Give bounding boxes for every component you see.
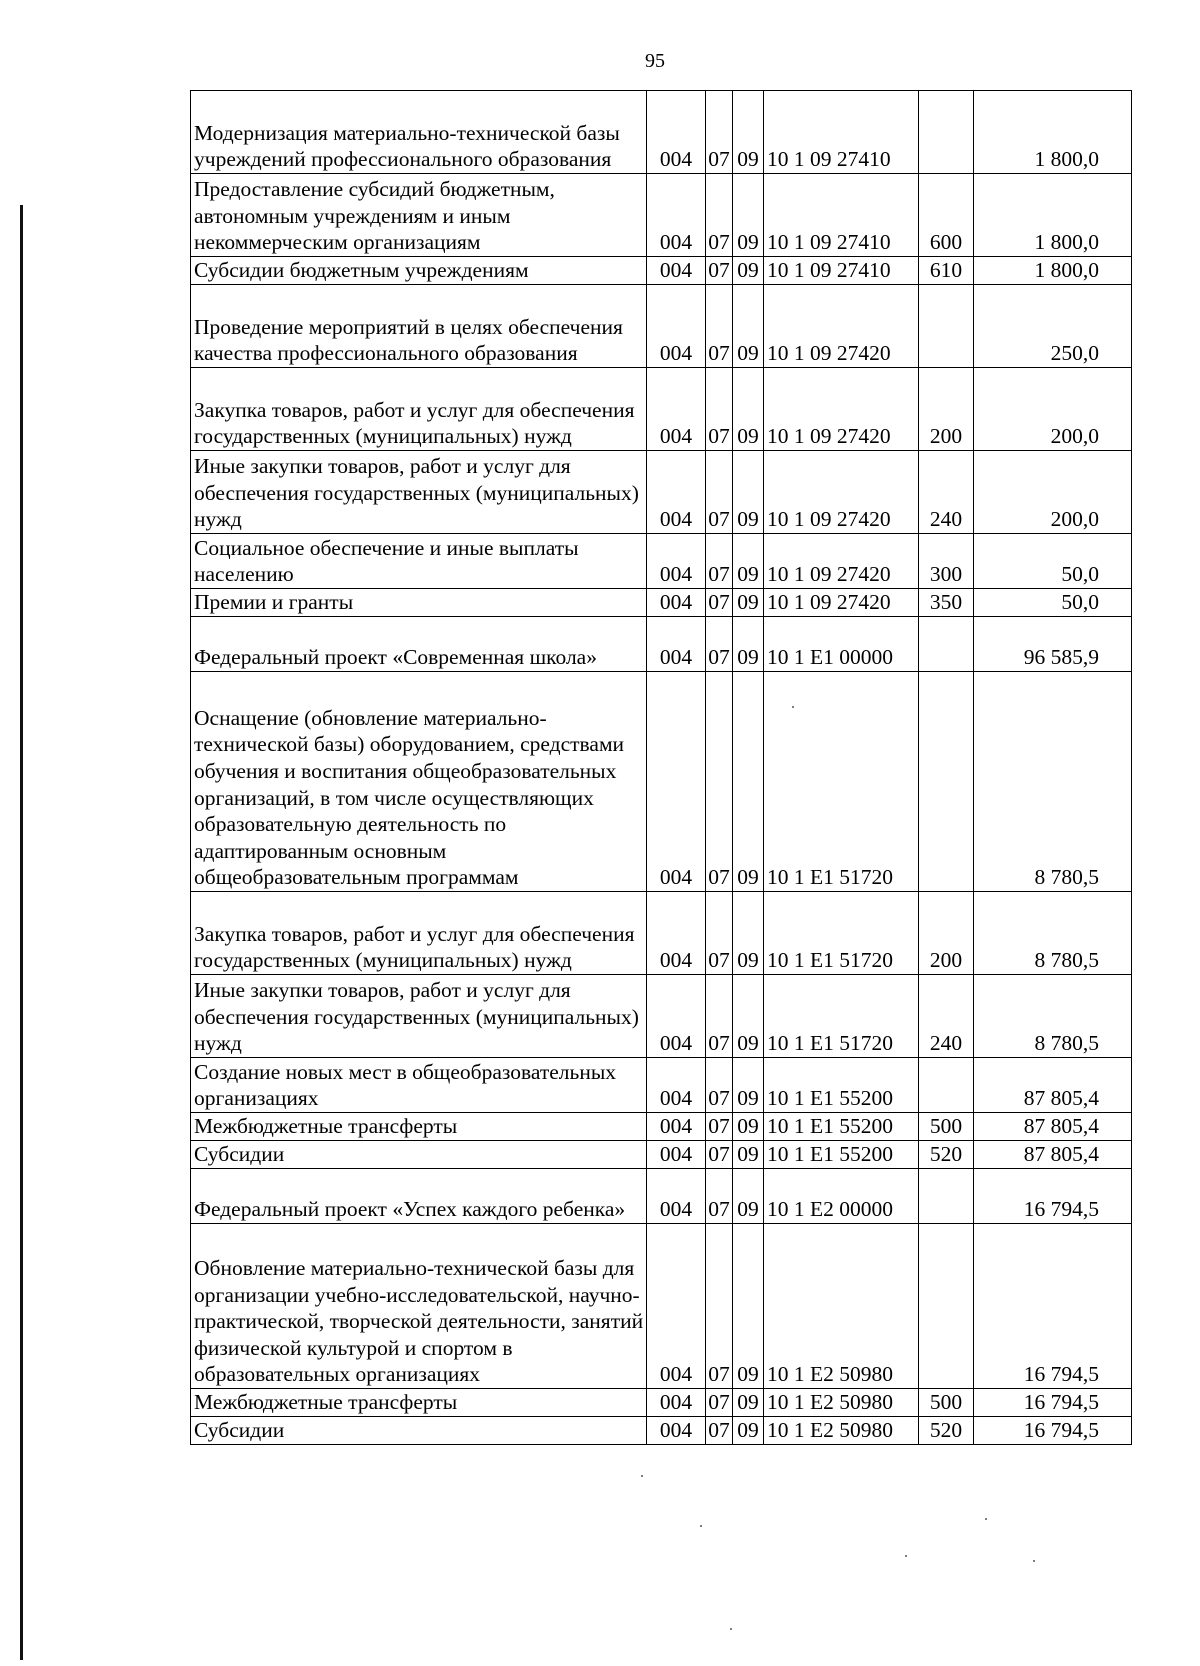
table-row	[191, 1224, 1132, 1389]
table-row	[191, 589, 1132, 617]
row-section: 07	[706, 589, 733, 617]
row-section: 07	[706, 451, 733, 534]
row-target-article: 10 1 Е1 51720	[764, 892, 919, 975]
row-section: 07	[706, 368, 733, 451]
row-name: Проведение мероприятий в целях обеспечения качества профессионального образования	[191, 285, 647, 368]
row-subsection: 09	[733, 1141, 764, 1169]
row-name: Субсидии бюджетным учреждениям	[191, 257, 647, 285]
scan-speck	[700, 1525, 702, 1527]
table-row	[191, 285, 1132, 368]
row-code: 004	[647, 1417, 706, 1445]
scan-speck	[730, 1628, 732, 1630]
row-name: Иные закупки товаров, работ и услуг для обеспечения государственных (муниципальных) нужд	[191, 975, 647, 1058]
row-code: 004	[647, 174, 706, 257]
row-expense-type: 200	[919, 368, 974, 451]
row-expense-type	[919, 91, 974, 174]
row-code: 004	[647, 975, 706, 1058]
row-section: 07	[706, 617, 733, 672]
row-code: 004	[647, 1058, 706, 1113]
row-amount: 1 800,0	[974, 257, 1132, 285]
row-target-article: 10 1 Е1 55200	[764, 1141, 919, 1169]
row-amount: 8 780,5	[974, 892, 1132, 975]
table-row	[191, 257, 1132, 285]
row-name: Иные закупки товаров, работ и услуг для обеспечения государственных (муниципальных) нужд	[191, 451, 647, 534]
row-code: 004	[647, 617, 706, 672]
row-code: 004	[647, 1113, 706, 1141]
row-expense-type	[919, 1058, 974, 1113]
row-expense-type: 520	[919, 1141, 974, 1169]
table-row	[191, 1058, 1132, 1113]
table-row	[191, 91, 1132, 174]
row-section: 07	[706, 892, 733, 975]
row-target-article: 10 1 Е2 50980	[764, 1389, 919, 1417]
budget-table	[190, 90, 1132, 1445]
row-target-article: 10 1 Е1 51720	[764, 975, 919, 1058]
row-section: 07	[706, 285, 733, 368]
row-section: 07	[706, 174, 733, 257]
row-amount: 16 794,5	[974, 1169, 1132, 1224]
row-name: Социальное обеспечение и иные выплаты населению	[191, 534, 647, 589]
table-row	[191, 451, 1132, 534]
row-subsection: 09	[733, 1169, 764, 1224]
scan-speck	[905, 1555, 907, 1557]
row-amount: 1 800,0	[974, 174, 1132, 257]
row-expense-type	[919, 285, 974, 368]
page-number: 95	[645, 50, 665, 72]
row-target-article: 10 1 Е1 55200	[764, 1113, 919, 1141]
row-subsection: 09	[733, 975, 764, 1058]
row-name: Премии и гранты	[191, 589, 647, 617]
row-amount: 1 800,0	[974, 91, 1132, 174]
row-amount: 87 805,4	[974, 1113, 1132, 1141]
row-name: Предоставление субсидий бюджетным, автономным учреждениям и иным некоммерческим организациям	[191, 174, 647, 257]
row-amount: 87 805,4	[974, 1141, 1132, 1169]
row-code: 004	[647, 257, 706, 285]
row-name: Обновление материально-технической базы для организации учебно-исследовательской, научно-практической, творческой деятельности, занятий физической культурой и спортом в образовательных организациях	[191, 1224, 647, 1389]
row-target-article: 10 1 Е1 51720	[764, 672, 919, 892]
row-expense-type: 300	[919, 534, 974, 589]
row-subsection: 09	[733, 91, 764, 174]
row-name: Создание новых мест в общеобразовательных организациях	[191, 1058, 647, 1113]
row-name: Закупка товаров, работ и услуг для обеспечения государственных (муниципальных) нужд	[191, 892, 647, 975]
row-expense-type	[919, 1224, 974, 1389]
row-code: 004	[647, 1224, 706, 1389]
row-code: 004	[647, 589, 706, 617]
row-subsection: 09	[733, 174, 764, 257]
row-subsection: 09	[733, 1224, 764, 1389]
row-subsection: 09	[733, 672, 764, 892]
row-expense-type	[919, 1169, 974, 1224]
row-section: 07	[706, 1169, 733, 1224]
row-subsection: 09	[733, 1417, 764, 1445]
row-target-article: 10 1 09 27410	[764, 91, 919, 174]
row-subsection: 09	[733, 589, 764, 617]
row-name: Оснащение (обновление материально-технической базы) оборудованием, средствами обучения и воспитания общеобразовательных организаций, в том числе осуществляющих образовательную деятельность по адаптированным основным общеобразовательным программам	[191, 672, 647, 892]
row-section: 07	[706, 1141, 733, 1169]
row-target-article: 10 1 09 27420	[764, 451, 919, 534]
table-row	[191, 174, 1132, 257]
row-amount: 8 780,5	[974, 672, 1132, 892]
table-row	[191, 892, 1132, 975]
row-code: 004	[647, 368, 706, 451]
row-amount: 250,0	[974, 285, 1132, 368]
row-expense-type: 240	[919, 451, 974, 534]
row-section: 07	[706, 534, 733, 589]
row-code: 004	[647, 1141, 706, 1169]
row-code: 004	[647, 1389, 706, 1417]
row-name: Модернизация материально-технической базы учреждений профессионального образования	[191, 91, 647, 174]
row-section: 07	[706, 672, 733, 892]
row-subsection: 09	[733, 534, 764, 589]
table-row	[191, 672, 1132, 892]
row-subsection: 09	[733, 451, 764, 534]
row-expense-type	[919, 617, 974, 672]
row-target-article: 10 1 Е2 50980	[764, 1224, 919, 1389]
scan-speck	[985, 1518, 987, 1520]
row-expense-type: 500	[919, 1113, 974, 1141]
row-name: Субсидии	[191, 1141, 647, 1169]
row-code: 004	[647, 285, 706, 368]
row-expense-type: 520	[919, 1417, 974, 1445]
row-amount: 200,0	[974, 368, 1132, 451]
row-amount: 16 794,5	[974, 1417, 1132, 1445]
row-amount: 50,0	[974, 534, 1132, 589]
scan-speck	[1033, 1560, 1035, 1562]
row-expense-type	[919, 672, 974, 892]
budget-table-body	[191, 91, 1132, 1445]
row-expense-type: 240	[919, 975, 974, 1058]
row-amount: 8 780,5	[974, 975, 1132, 1058]
table-row	[191, 368, 1132, 451]
row-expense-type: 600	[919, 174, 974, 257]
table-row	[191, 1113, 1132, 1141]
row-code: 004	[647, 892, 706, 975]
row-section: 07	[706, 91, 733, 174]
row-amount: 200,0	[974, 451, 1132, 534]
row-expense-type: 610	[919, 257, 974, 285]
table-row	[191, 1169, 1132, 1224]
row-amount: 87 805,4	[974, 1058, 1132, 1113]
row-subsection: 09	[733, 368, 764, 451]
table-row	[191, 1389, 1132, 1417]
table-row	[191, 534, 1132, 589]
row-section: 07	[706, 1058, 733, 1113]
row-target-article: 10 1 09 27410	[764, 257, 919, 285]
row-code: 004	[647, 672, 706, 892]
row-subsection: 09	[733, 617, 764, 672]
row-subsection: 09	[733, 1389, 764, 1417]
row-section: 07	[706, 1417, 733, 1445]
row-expense-type: 200	[919, 892, 974, 975]
row-code: 004	[647, 1169, 706, 1224]
row-name: Федеральный проект «Современная школа»	[191, 617, 647, 672]
row-section: 07	[706, 257, 733, 285]
row-target-article: 10 1 09 27410	[764, 174, 919, 257]
row-name: Закупка товаров, работ и услуг для обеспечения государственных (муниципальных) нужд	[191, 368, 647, 451]
row-target-article: 10 1 09 27420	[764, 368, 919, 451]
row-section: 07	[706, 975, 733, 1058]
scan-speck	[641, 1475, 643, 1477]
scan-speck	[792, 706, 794, 708]
row-subsection: 09	[733, 1058, 764, 1113]
row-code: 004	[647, 91, 706, 174]
row-target-article: 10 1 09 27420	[764, 589, 919, 617]
row-code: 004	[647, 451, 706, 534]
scan-margin-line	[20, 205, 23, 1660]
row-amount: 50,0	[974, 589, 1132, 617]
row-target-article: 10 1 Е1 00000	[764, 617, 919, 672]
row-target-article: 10 1 Е1 55200	[764, 1058, 919, 1113]
row-name: Федеральный проект «Успех каждого ребенка»	[191, 1169, 647, 1224]
row-section: 07	[706, 1224, 733, 1389]
row-name: Субсидии	[191, 1417, 647, 1445]
row-target-article: 10 1 Е2 00000	[764, 1169, 919, 1224]
row-expense-type: 500	[919, 1389, 974, 1417]
row-subsection: 09	[733, 257, 764, 285]
row-amount: 16 794,5	[974, 1224, 1132, 1389]
table-row	[191, 1417, 1132, 1445]
row-subsection: 09	[733, 892, 764, 975]
row-amount: 96 585,9	[974, 617, 1132, 672]
row-section: 07	[706, 1113, 733, 1141]
row-code: 004	[647, 534, 706, 589]
row-section: 07	[706, 1389, 733, 1417]
row-subsection: 09	[733, 285, 764, 368]
table-row	[191, 1141, 1132, 1169]
table-row	[191, 975, 1132, 1058]
row-target-article: 10 1 09 27420	[764, 285, 919, 368]
row-name: Межбюджетные трансферты	[191, 1389, 647, 1417]
row-amount: 16 794,5	[974, 1389, 1132, 1417]
row-target-article: 10 1 Е2 50980	[764, 1417, 919, 1445]
row-subsection: 09	[733, 1113, 764, 1141]
table-row	[191, 617, 1132, 672]
row-target-article: 10 1 09 27420	[764, 534, 919, 589]
row-expense-type: 350	[919, 589, 974, 617]
row-name: Межбюджетные трансферты	[191, 1113, 647, 1141]
